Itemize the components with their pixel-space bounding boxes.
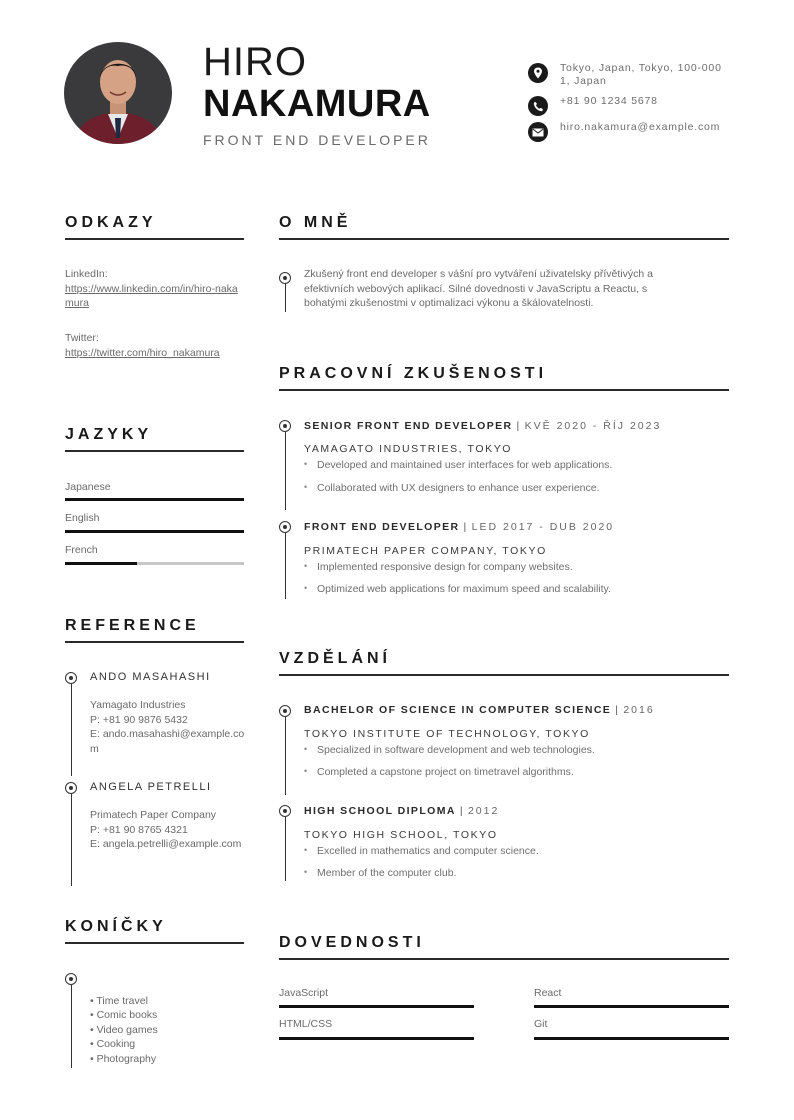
timeline-line	[71, 794, 72, 886]
links-divider	[65, 238, 244, 240]
language-name: French	[65, 544, 98, 556]
reference-email: E: ando.masahashi@example.com	[90, 728, 245, 755]
experience-heading: PRACOVNÍ ZKUŠENOSTI	[279, 365, 548, 382]
reference-details	[90, 698, 245, 756]
timeline-line	[285, 284, 286, 312]
contact-address	[528, 62, 728, 87]
timeline-dot	[279, 521, 291, 533]
timeline-dot	[65, 672, 77, 684]
hobbies-divider	[65, 942, 244, 944]
linkedin-label: LinkedIn:	[65, 268, 108, 280]
profile-photo	[64, 42, 172, 144]
experience-divider	[279, 389, 729, 391]
first-name: HIRO	[203, 40, 307, 84]
skill-level-bar	[279, 1005, 474, 1008]
about-text	[304, 267, 653, 311]
language-level-fill	[65, 562, 137, 565]
address-text: Tokyo, Japan, Tokyo, 100-0001, Japan	[560, 62, 722, 87]
education-bullet: • Excelled in mathematics and computer science.	[317, 845, 539, 857]
email-icon	[528, 122, 548, 142]
reference-details	[90, 808, 245, 852]
hobbies-heading: KONÍČKY	[65, 918, 167, 935]
twitter-label: Twitter:	[65, 332, 99, 344]
job-bullet: • Optimized web applications for maximum speed and scalability.	[317, 583, 611, 595]
job-bullet: • Collaborated with UX designers to enhance user experience.	[317, 482, 600, 494]
education-bullet: • Member of the computer club.	[317, 867, 456, 879]
hobby-item: • Photography	[90, 1053, 157, 1065]
school-name: TOKYO HIGH SCHOOL, TOKYO	[304, 829, 498, 841]
job-company: YAMAGATO INDUSTRIES, TOKYO	[304, 443, 513, 455]
about-line: Zkušený front end developer s vášní pro vytváření uživatelsky přívětivých a	[304, 268, 653, 280]
reference-name: ANDO MASAHASHI	[90, 671, 211, 683]
timeline-dot	[279, 420, 291, 432]
education-heading: VZDĚLÁNÍ	[279, 650, 391, 667]
skill-name: Git	[534, 1018, 548, 1030]
separator: |	[459, 805, 464, 817]
timeline-line	[285, 432, 286, 510]
language-level-fill	[65, 498, 244, 501]
separator: |	[615, 704, 620, 716]
languages-divider	[65, 450, 244, 452]
about-heading: O MNĚ	[279, 214, 352, 231]
language-level-fill	[65, 530, 244, 533]
separator: |	[463, 521, 468, 533]
about-line: bohatými zkušenostmi v optimalizaci výkonu a škálovatelnosti.	[304, 297, 594, 309]
timeline-dot	[65, 782, 77, 794]
skill-level-bar	[534, 1037, 729, 1040]
timeline-line	[285, 817, 286, 881]
job-headline: FRONT END DEVELOPER	[203, 132, 431, 148]
reference-company: Yamagato Industries	[90, 699, 186, 711]
education-divider	[279, 674, 729, 676]
contact-phone	[528, 95, 728, 116]
hobby-item: • Comic books	[90, 1009, 158, 1021]
education-year: 2012	[467, 805, 500, 817]
phone-icon	[528, 96, 548, 116]
timeline-dot	[279, 272, 291, 284]
education-year: 2016	[623, 704, 655, 716]
degree: BACHELOR OF SCIENCE IN COMPUTER SCIENCE	[304, 704, 612, 716]
about-divider	[279, 238, 729, 240]
reference-phone: P: +81 90 8765 4321	[90, 823, 188, 836]
education-bullet: • Completed a capstone project on timetravel algorithms.	[317, 766, 574, 778]
last-name: NAKAMURA	[203, 83, 431, 125]
language-level-bar	[65, 562, 244, 565]
skill-level-bar	[534, 1005, 729, 1008]
hobby-item: • Time travel	[90, 995, 148, 1007]
school-name: TOKYO INSTITUTE OF TECHNOLOGY, TOKYO	[304, 728, 590, 740]
job-bullet: • Implemented responsive design for company websites.	[317, 561, 573, 573]
phone-text: +81 90 1234 5678	[560, 95, 658, 107]
about-line: efektivních webových aplikací. Silné dovednosti v JavaScriptu a Reactu, s	[304, 282, 648, 295]
linkedin-entry	[65, 267, 243, 311]
education-bullet: • Specialized in software development and web technologies.	[317, 744, 595, 756]
timeline-dot	[279, 805, 291, 817]
job-bullet: • Developed and maintained user interfaces for web applications.	[317, 459, 612, 471]
language-name: Japanese	[65, 481, 111, 493]
reference-name: ANGELA PETRELLI	[90, 781, 212, 793]
job-entry-title	[304, 521, 614, 533]
timeline-dot	[279, 705, 291, 717]
language-name: English	[65, 512, 100, 524]
timeline-line	[71, 985, 72, 1068]
reference-email: E: angela.petrelli@example.com	[90, 838, 242, 850]
hobby-item: • Video games	[90, 1024, 158, 1036]
job-entry-title	[304, 420, 661, 432]
skills-divider	[279, 958, 729, 960]
hobby-item: • Cooking	[90, 1038, 136, 1050]
contact-email	[528, 121, 728, 142]
job-dates: LED 2017 - DUB 2020	[471, 521, 615, 533]
reference-phone: P: +81 90 9876 5432	[90, 713, 188, 726]
timeline-dot	[65, 973, 77, 985]
skill-name: HTML/CSS	[279, 1018, 333, 1030]
job-position: SENIOR FRONT END DEVELOPER	[304, 420, 513, 432]
skill-name: JavaScript	[279, 987, 329, 999]
degree: HIGH SCHOOL DIPLOMA	[304, 805, 456, 817]
separator: |	[516, 420, 521, 432]
timeline-line	[71, 684, 72, 776]
links-heading: ODKAZY	[65, 214, 157, 231]
language-level-bar	[65, 498, 244, 501]
twitter-entry	[65, 331, 243, 360]
skills-heading: DOVEDNOSTI	[279, 934, 425, 951]
skill-name: React	[534, 987, 562, 999]
job-dates: KVĚ 2020 - ŘÍJ 2023	[524, 420, 662, 432]
references-heading: REFERENCE	[65, 617, 200, 634]
reference-company: Primatech Paper Company	[90, 809, 217, 821]
timeline-line	[285, 717, 286, 795]
language-level-bar	[65, 530, 244, 533]
job-company: PRIMATECH PAPER COMPANY, TOKYO	[304, 545, 547, 557]
timeline-line	[285, 533, 286, 599]
education-entry-title	[304, 805, 499, 817]
location-pin-icon	[528, 63, 548, 83]
twitter-link[interactable]: https://twitter.com/hiro_nakamura	[65, 346, 220, 359]
education-entry-title	[304, 704, 655, 716]
linkedin-link[interactable]: https://www.linkedin.com/in/hiro-nakamura	[65, 282, 238, 309]
email-text: hiro.nakamura@example.com	[560, 121, 721, 133]
skill-level-bar	[279, 1037, 474, 1040]
job-position: FRONT END DEVELOPER	[304, 521, 460, 533]
languages-heading: JAZYKY	[65, 426, 153, 443]
references-divider	[65, 641, 244, 643]
